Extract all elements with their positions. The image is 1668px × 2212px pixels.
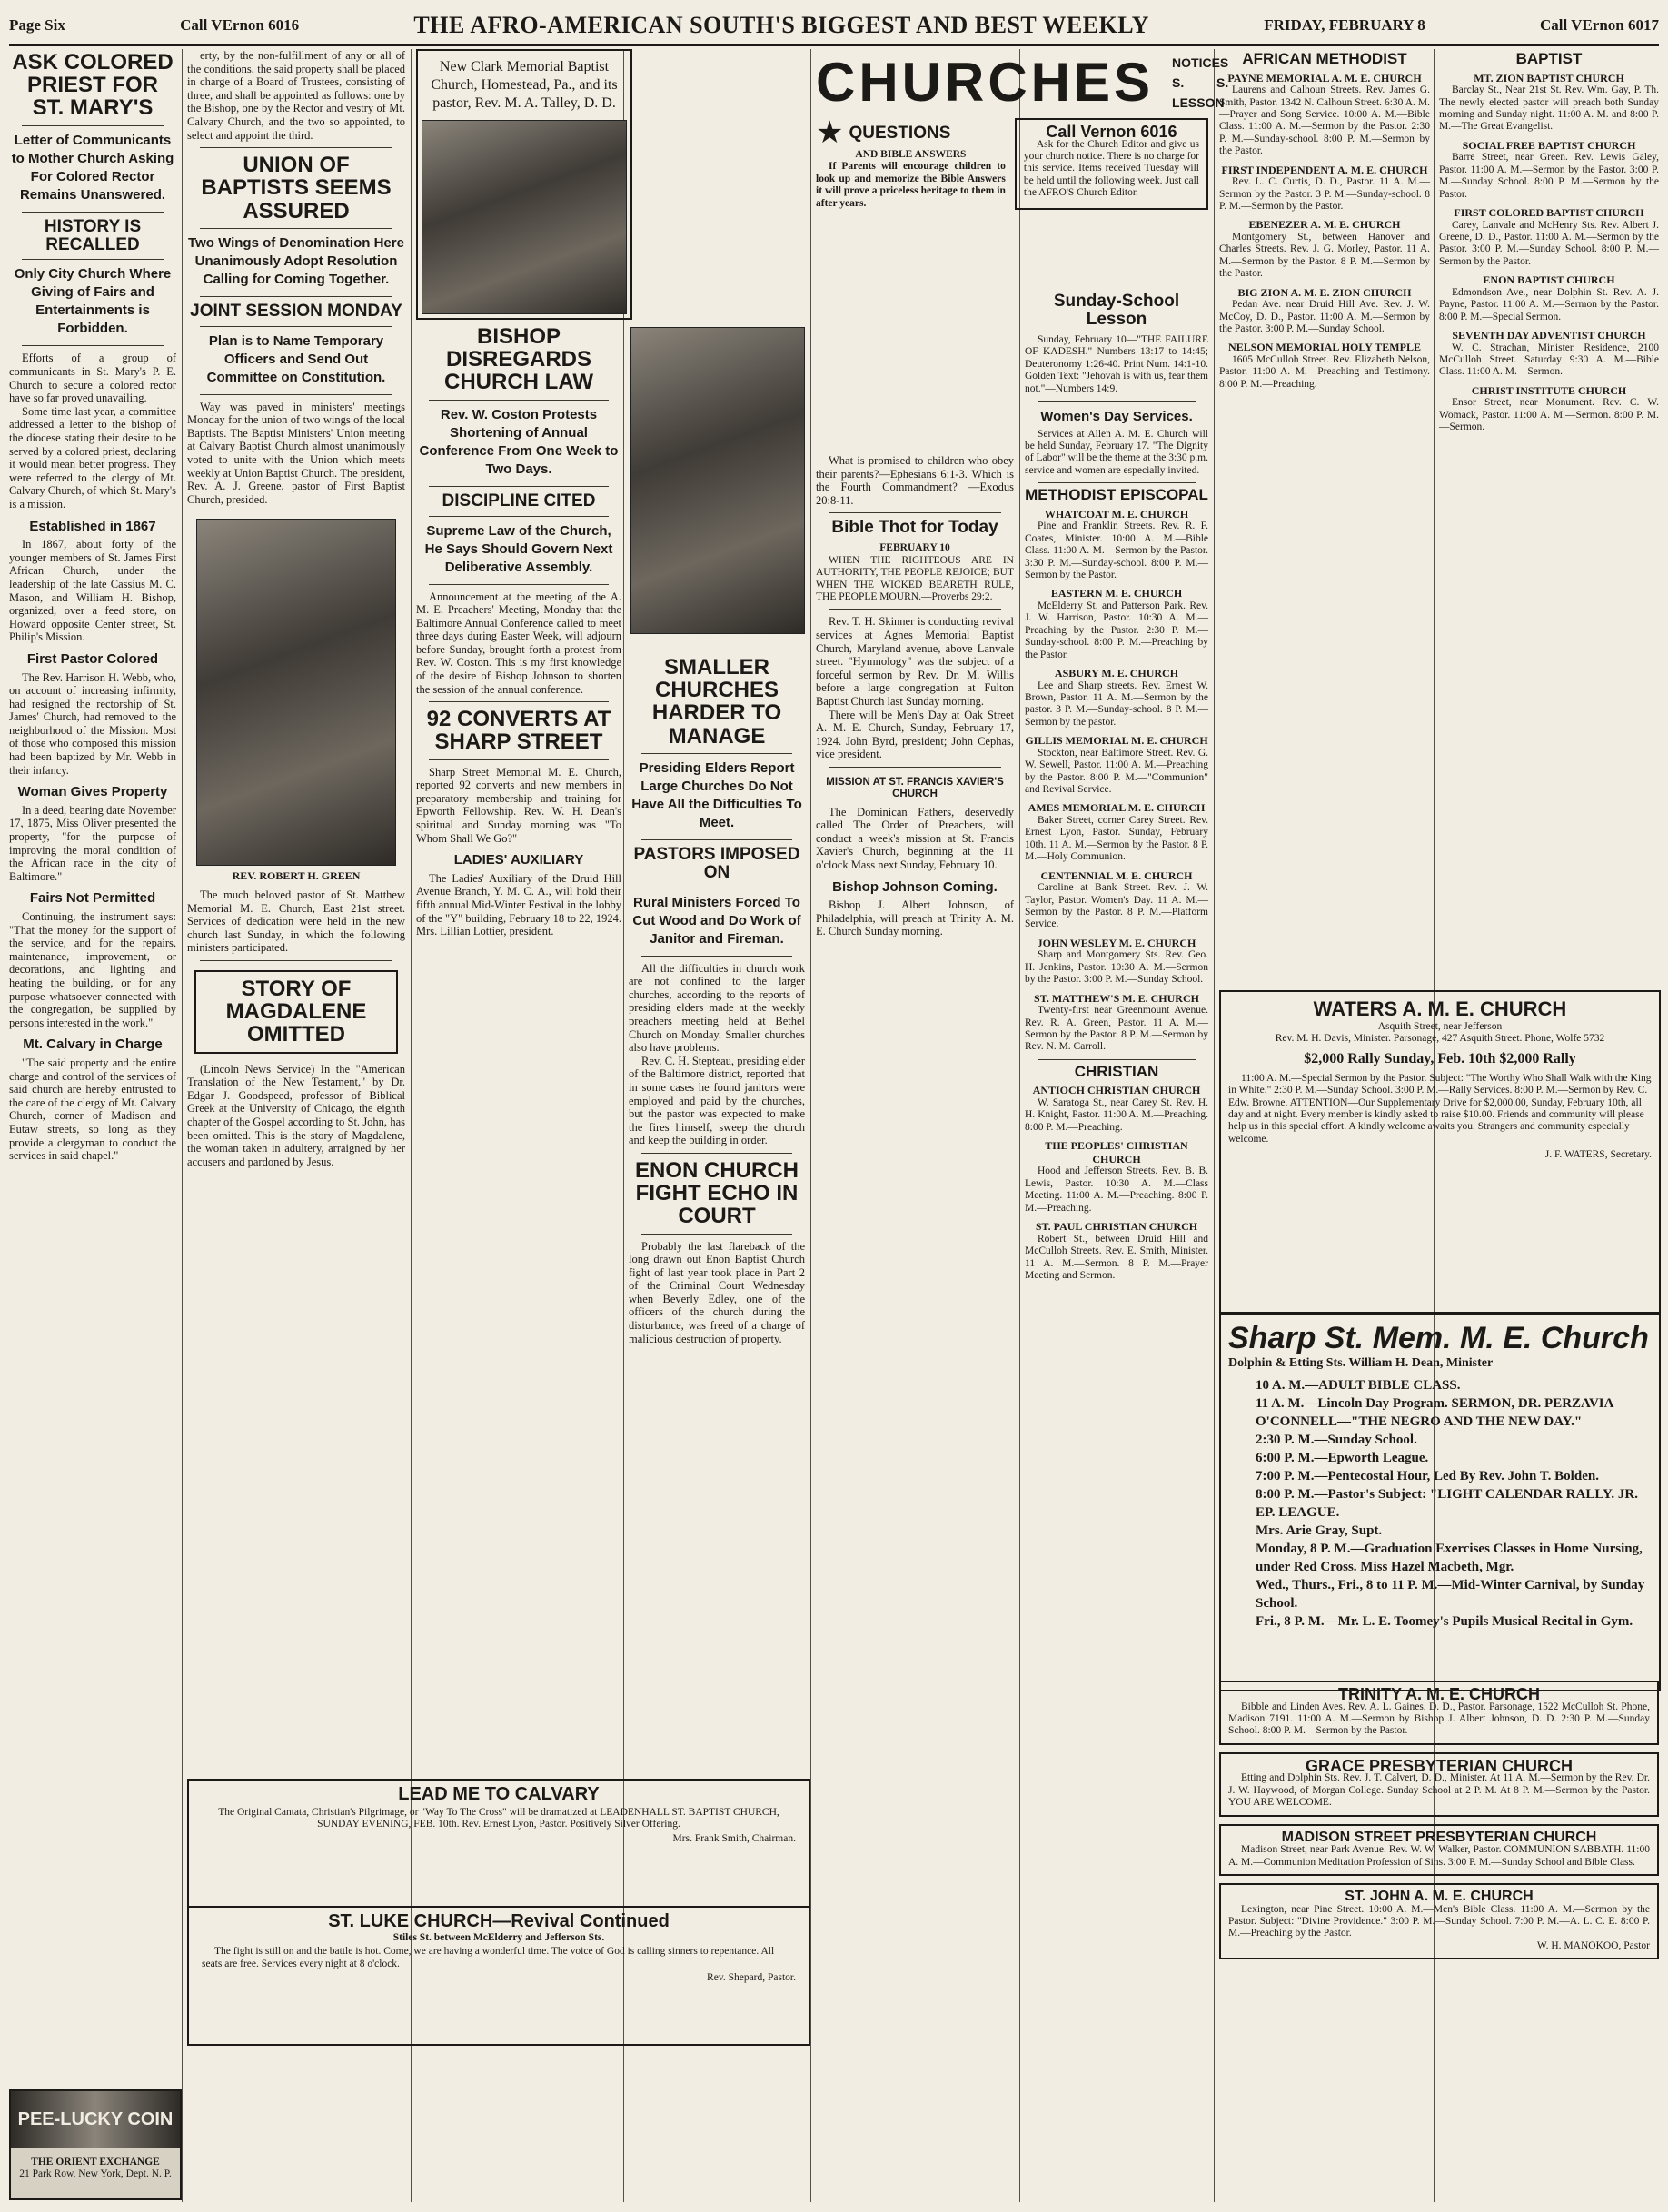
article-body: Probably the last flareback of the long drawn out Enon Baptist Church fight of last year took place in Part 2 of the Criminal Court Wednesday when Beverly Edley, one of the officers of the church during the disturbance, was freed of a charge of malicious destruction of property. bbox=[629, 1239, 805, 1345]
stjohn-signature: W. H. MANOKOO, Pastor bbox=[1536, 1939, 1650, 1951]
womens-day-text: Services at Allen A. M. E. Church will be held Sunday, February 17. "The Dignity of Labor" will be the theme at the 3:30 p.m. service and women are especially invited. bbox=[1025, 428, 1208, 476]
luke-text: The fight is still on and the battle is hot. Come, we are having a wonderful time. The voice of God is calling sinners to repentance. All seats are free. Services every night at 8 o'clock. bbox=[202, 1946, 775, 1969]
article-body: Some time last year, a committee addressed a letter to the bishop of the diocese stating their desire to be served by a colored priest, declaring it would mean better progress. They were referred to the clergy of Mt. Calvary Church, of which St. Mary's is a mission. bbox=[9, 404, 176, 511]
sharp-schedule-line: Wed., Thurs., Fri., 8 to 11 P. M.—Mid-Winter Carnival, by Sunday School. bbox=[1256, 1578, 1645, 1611]
headline-smaller-churches: SMALLER CHURCHES HARDER TO MANAGE bbox=[651, 655, 782, 749]
sharp-schedule-line: Mrs. Arie Gray, Supt. bbox=[1256, 1523, 1383, 1538]
luke-signature: Rev. Shepard, Pastor. bbox=[707, 1972, 796, 1984]
church-name: FIRST COLORED BAPTIST CHURCH bbox=[1454, 206, 1644, 220]
sharp-schedule-line: 11 A. M.—Lincoln Day Program. SERMON, DR. PERZAVIA O'CONNELL—"THE NEGRO AND THE NEW DAY." bbox=[1256, 1396, 1613, 1429]
qa-subheading: AND BIBLE ANSWERS bbox=[855, 149, 967, 160]
church-name: FIRST INDEPENDENT A. M. E. CHURCH bbox=[1221, 163, 1428, 176]
trinity-heading: TRINITY A. M. E. CHURCH bbox=[1337, 1685, 1540, 1703]
st-luke-notice bbox=[187, 1906, 810, 2046]
headline-history-recalled: HISTORY IS RECALLED bbox=[44, 216, 142, 254]
article-body: Rev. C. H. Stepteau, presiding elder of the Baltimore district, reported that in some cases he found janitors were employed and paid by the churches, but the pastor was expected to make the fires himself, sweep the church and keep the building in order. bbox=[629, 1054, 805, 1147]
church-name: CHRIST INSTITUTE CHURCH bbox=[1471, 383, 1627, 397]
sharp-schedule-line: 2:30 P. M.—Sunday School. bbox=[1256, 1433, 1417, 1447]
church-name: SOCIAL FREE BAPTIST CHURCH bbox=[1462, 138, 1636, 152]
article-body: The Ladies' Auxiliary of the Druid Hill Avenue Branch, Y. M. C. A., will hold their fifth annual Mid-Winter Festival in the lobby of the "Y" building, February 18 to 22, 1924. Mrs. Lillian Lottier, president. bbox=[416, 871, 621, 938]
ss-lesson-text: Sunday, February 10—"THE FAILURE OF KADESH." Numbers 13:17 to 14:45; Deuteronomy 1:26-40. Print Num. 14:1-10. Golden Text: "Jehovah is with us, fear them not."—Numbers 14:9. bbox=[1025, 333, 1208, 394]
church-name: CENTENNIAL M. E. CHURCH bbox=[1040, 868, 1193, 882]
church-schedule: W. C. Strachan, Minister. Residence, 2100 McCulloh Street. Saturday 9:30 A. M.—Bible Class. 11:00 A. M.—Sermon. bbox=[1439, 342, 1659, 378]
headline-discipline-cited: DISCIPLINE CITED bbox=[442, 491, 596, 511]
madison-heading: MADISON STREET PRESBYTERIAN CHURCH bbox=[1281, 1829, 1597, 1845]
article-body: The Rev. Harrison H. Webb, who, on account of increasing infirmity, had resigned the rectorship of St. James' Church, had removed to the neighborhood of the Mission. Most of those who composed this mission had been baptized by Mr. Webb in their infancy. bbox=[9, 670, 176, 777]
column-6-lower bbox=[1025, 291, 1208, 2198]
column-1 bbox=[9, 49, 176, 2084]
column-4 bbox=[629, 654, 805, 1771]
article-body: The Dominican Fathers, deservedly called The Order of Preachers, will conduct a week's mission at St. Francis Xavier's Church, beginning at the 11 o'clock Mass next Sunday, February 10. bbox=[816, 805, 1014, 872]
church-name: ST. MATTHEW'S M. E. CHURCH bbox=[1034, 991, 1199, 1005]
sharp-schedule-line: Monday, 8 P. M.—Graduation Exercises Classes in Home Nursing, under Red Cross. Miss Hazel Macbeth, Mgr. bbox=[1256, 1542, 1643, 1574]
church-name: BIG ZION A. M. E. ZION CHURCH bbox=[1237, 285, 1412, 299]
church-schedule: Ensor Street, near Monument. Rev. C. W. Womack, Pastor. 11:00 A. M.—Sermon. 8:00 P. M.—Sermon. bbox=[1439, 397, 1659, 433]
waters-heading: WATERS A. M. E. CHURCH bbox=[1313, 997, 1567, 1020]
church-schedule: Hood and Jefferson Streets. Rev. B. B. Lewis, Pastor. 10:30 A. M.—Class Meeting. 11:00 A. M.—Preaching. 8:00 P. M.—Preaching. bbox=[1025, 1166, 1208, 1214]
call-vernon-heading: Call Vernon 6016 bbox=[1046, 123, 1177, 141]
church-schedule: Barclay St., Near 21st St. Rev. Wm. Gay, P. Th. The newly elected pastor will preach both Sunday morning and Sunday night. 11:00 A. M. and 8:00 P. M.—The Great Evangelist. bbox=[1439, 84, 1659, 133]
section-methodist-episcopal: METHODIST EPISCOPAL bbox=[1025, 486, 1208, 504]
bible-qa-body: What is promised to children who obey their parents?—Ephesians 6:1-3. Which is the Fourth Commandment? —Exodus 20:8-11. bbox=[816, 454, 1014, 507]
sharp-heading: Sharp St. Mem. M. E. Church bbox=[1228, 1321, 1649, 1355]
qa-intro: If Parents will encourage children to look up and memorize the Bible Answers it will prove a priceless heritage to them in after years. bbox=[816, 161, 1006, 209]
section-baptist: BAPTIST bbox=[1515, 50, 1583, 67]
article-body: "The said property and the entire charge and control of the services of said church are hereby entrusted to the care of the clergy of Mt. Calvary Church, corner of Madison and Eutaw streets, so long as they provide a clergyman to conduct the services in said chapel." bbox=[9, 1056, 176, 1163]
deck-only-city-church: Only City Church Where Giving of Fairs and Entertainments is Forbidden. bbox=[14, 266, 172, 337]
waters-text: 11:00 A. M.—Special Sermon by the Pastor. Subject: "The Worthy Who Shall Walk with the King in White." 2:30 P. M.—Sunday School. 3:00 P. M.—Rally Services. 8:00 P. M.—Sermon by Rev. C. Edw. Browne. ATTENTION—Our Supplementary Drive for $2,000.00, Sunday, February 10th, all day and at night. Every member is kindly asked to raise $10.00. Friends and community will please help us in this special effort. A kindly welcome awaits you. Strangers and community especially welcome. bbox=[1228, 1072, 1652, 1145]
waters-ame-notice bbox=[1219, 990, 1661, 1314]
deck-coston-protests: Rev. W. Coston Protests Shortening of Annual Conference From One Week to Two Days. bbox=[419, 406, 619, 477]
headline-bishop-johnson: Bishop Johnson Coming. bbox=[832, 878, 998, 895]
deck-supreme-law: Supreme Law of the Church, He Says Should Govern Next Deliberative Assembly. bbox=[424, 522, 613, 575]
church-name: ASBURY M. E. CHURCH bbox=[1054, 666, 1179, 679]
section-title-churches: CHURCHES bbox=[816, 52, 1155, 113]
sharp-schedule-line: 7:00 P. M.—Pentecostal Hour, Led By Rev. John T. Bolden. bbox=[1256, 1469, 1599, 1483]
church-name: SEVENTH DAY ADVENTIST CHURCH bbox=[1452, 329, 1646, 342]
church-schedule: Laurens and Calhoun Streets. Rev. James G. Smith, Pastor. 1342 N. Calhoun Street. 6:30 A. M.—Prayer and Song Service. 10:00 A. M.—Bible Class. 11:00 A. M.—Sermon by the Pastor. 2:30 P. M.—Sunday-school. 8:00 P. M.—Sermon by the Pastor. bbox=[1219, 84, 1430, 157]
column-2 bbox=[187, 49, 405, 1775]
church-schedule: Sharp and Montgomery Sts. Rev. Geo. H. Jenkins, Pastor. 10:30 A. M.—Sermon by the Pastor. 3:00 P. M.—Sunday School. bbox=[1025, 949, 1208, 986]
subhead-first-pastor: First Pastor Colored bbox=[26, 650, 159, 667]
caption-body: The much beloved pastor of St. Matthew Memorial M. E. Church, East 21st street. Services of dedication were held in the new church last Sunday, in which the following ministers participated. bbox=[187, 888, 405, 955]
sharp-address: Dolphin & Etting Sts. William H. Dean, Minister bbox=[1228, 1356, 1494, 1370]
ss-lesson-label: S. S. LESSON bbox=[1172, 75, 1229, 110]
column-7-baptist bbox=[1439, 49, 1659, 976]
headline-magdalene: STORY OF MAGDALENE OMITTED bbox=[225, 976, 367, 1047]
section-christian: CHRISTIAN bbox=[1074, 1062, 1159, 1080]
masthead bbox=[9, 7, 1659, 46]
phone-right: Call VErnon 6017 bbox=[1540, 16, 1659, 34]
church-name: NELSON MEMORIAL HOLY TEMPLE bbox=[1228, 341, 1421, 354]
church-name: EBENEZER A. M. E. CHURCH bbox=[1248, 218, 1401, 232]
sharp-schedule-line: Fri., 8 P. M.—Mr. L. E. Toomey's Pupils Musical Recital in Gym. bbox=[1256, 1614, 1633, 1629]
subhead-woman-gives: Woman Gives Property bbox=[17, 784, 168, 800]
photo-caption-green: REV. ROBERT H. GREEN bbox=[232, 869, 361, 883]
church-schedule: Twenty-first near Greenmount Avenue. Rev. R. A. Green, Pastor. 11 A. M.—Sermon by the Pastor. 8 P. M.—Sermon by Rev. N. M. Carroll. bbox=[1025, 1005, 1208, 1053]
lead-heading: LEAD ME TO CALVARY bbox=[398, 1784, 600, 1804]
church-schedule: McElderry St. and Patterson Park. Rev. J. W. Harrison, Pastor. 10:30 A. M.—Preaching by the Pastor. 2:30 P. M.—Sunday-school. 8:00 P. M.—Preaching by the Pastor. bbox=[1025, 600, 1208, 660]
call-vernon-text: Ask for the Church Editor and give us your church notice. There is no charge for this service. Items received Tuesday will be held until the following week. Just call the AFRO'S Church Editor. bbox=[1023, 138, 1199, 199]
church-name: WHATCOAT M. E. CHURCH bbox=[1044, 507, 1189, 521]
church-name: JOHN WESLEY M. E. CHURCH bbox=[1037, 936, 1196, 949]
headline-union-baptists: UNION OF BAPTISTS SEEMS ASSURED bbox=[201, 153, 392, 223]
church-schedule: Barre Street, near Green. Rev. Lewis Galey, Pastor. 11:00 A. M.—Sermon by the Pastor. 3:00 P. M.—Sunday School. 8:00 P. M.—Sermon by the Pastor. bbox=[1439, 152, 1659, 200]
stjohn-heading: ST. JOHN A. M. E. CHURCH bbox=[1345, 1889, 1534, 1905]
ad-address: 21 Park Row, New York, Dept. N. P. bbox=[19, 2168, 172, 2180]
article-body: There will be Men's Day at Oak Street A. M. E. Church, Sunday, February 17, 1924. John Byrd, president; John Cephas, vice president. bbox=[816, 708, 1014, 761]
church-name: MT. ZION BAPTIST CHURCH bbox=[1474, 71, 1624, 84]
church-schedule: Caroline at Bank Street. Rev. J. W. Taylor, Pastor. Women's Day. 11 A. M.—Sermon by the Pastor. 8 P. M.—Platform Service. bbox=[1025, 882, 1208, 930]
deck-letter-communicants: Letter of Communicants to Mother Church Asking For Colored Rector Remains Unanswered. bbox=[11, 132, 174, 203]
subhead-established: Established in 1867 bbox=[29, 518, 156, 534]
church-name: AMES MEMORIAL M. E. CHURCH bbox=[1028, 801, 1206, 815]
headline-colored-priest: ASK COLORED PRIEST FOR ST. MARY'S bbox=[12, 50, 174, 121]
article-body: Continuing, the instrument says: "That the money for the support of the service, and for the repairs, maintenance, improvement, or decorations, and lighting and heating the building, or for any purpose whatsoever connected with the congregation, be supplied by persons interested in the work." bbox=[9, 910, 176, 1029]
headline-joint-session: JOINT SESSION MONDAY bbox=[190, 301, 402, 321]
sharp-schedule-line: 8:00 P. M.—Pastor's Subject: "LIGHT CALENDAR RALLY. JR. EP. LEAGUE. bbox=[1256, 1487, 1639, 1520]
methodist-church-list bbox=[1025, 508, 1208, 1054]
church-name: PAYNE MEMORIAL A. M. E. CHURCH bbox=[1227, 71, 1422, 84]
column-7-ame bbox=[1219, 49, 1430, 976]
headline-pastors-imposed: PASTORS IMPOSED ON bbox=[633, 844, 800, 882]
advertisement-lucky-coin bbox=[9, 2089, 182, 2200]
ad-footer: THE ORIENT EXCHANGE bbox=[31, 2157, 160, 2167]
headline-enon-church: ENON CHURCH FIGHT ECHO IN COURT bbox=[635, 1157, 799, 1229]
article-continuation: erty, by the non-fulfillment of any or all of the conditions, the said property shall be placed in charge of a Board of Trustees, consisting of three, and shall be appointed as follows: one by the Bishop, one by the Rector and vestry of Mt. Calvary Church, and the two so appointed, to select and appoint the third. bbox=[187, 49, 405, 142]
baptist-church-list bbox=[1439, 72, 1659, 434]
portrait-photo-talley bbox=[630, 327, 805, 634]
photo-caption-clark-memorial: New Clark Memorial Baptist Church, Homestead, Pa., and its pastor, Rev. M. A. Talley, D. D. bbox=[431, 59, 618, 111]
waters-pastor: Rev. M. H. Davis, Minister. Parsonage, 427 Asquith Street. Phone, Wolfe 5732 bbox=[1275, 1033, 1605, 1045]
church-schedule: 1605 McCulloh Street. Rev. Elizabeth Nelson, Pastor. 11:00 A. M.—Preaching and Testimony. 8:00 P. M.—Preaching. bbox=[1219, 354, 1430, 390]
qa-heading: QUESTIONS bbox=[849, 124, 951, 144]
headline-mission-st-francis: MISSION AT ST. FRANCIS XAVIER'S CHURCH bbox=[826, 776, 1004, 800]
lead-me-to-calvary-notice bbox=[187, 1779, 810, 1908]
church-schedule: Rev. L. C. Curtis, D. D., Pastor. 11 A. M.—Sermon by the Pastor. 3 P. M.—Sunday-school. 8 P. M.—Sermon by the Pastor. bbox=[1219, 176, 1430, 213]
church-schedule: Robert St., between Druid Hill and McCulloh Streets. Rev. E. Smith, Minister. 11 A. M.—Sermon. 8 P. M.—Prayer Meeting and Sermon. bbox=[1025, 1233, 1208, 1281]
bible-thot-text: WHEN THE RIGHTEOUS ARE IN AUTHORITY, THE PEOPLE REJOICE; BUT WHEN THE WICKED BEARETH RULE, THE PEOPLE MOURN.—Proverbs 29:2. bbox=[816, 554, 1014, 602]
sharp-schedule bbox=[1228, 1376, 1652, 1631]
issue-date: FRIDAY, FEBRUARY 8 bbox=[1264, 16, 1425, 34]
stjohn-text: Lexington, near Pine Street. 10:00 A. M.—Men's Bible Class. 11:00 A. M.—Sermon by the Pastor. Subject: "Divine Providence." 3:00 P. M.—Sunday School. 7:00 P. M.—A. L. C. E. 8:00 P. M.—Preaching by the Pastor. bbox=[1228, 1903, 1650, 1939]
notices-label: NOTICES bbox=[1172, 55, 1229, 70]
headline-bible-thot: Bible Thot for Today bbox=[831, 518, 998, 538]
church-name: ST. PAUL CHRISTIAN CHURCH bbox=[1035, 1220, 1198, 1234]
newspaper-title: THE AFRO-AMERICAN SOUTH'S BIGGEST AND BEST WEEKLY bbox=[413, 12, 1149, 38]
madison-text: Madison Street, near Park Avenue. Rev. W. W. Walker, Pastor. COMMUNION SABBATH. 11:00 A. M.—Communion Meditation Profession of Sins. 3:00 P. M.—Sunday School and Bible Class. bbox=[1228, 1844, 1650, 1868]
waters-address: Asquith Street, near Jefferson bbox=[1377, 1021, 1503, 1032]
article-body: Bishop J. Albert Johnson, of Philadelphia, will preach at Trinity A. M. E. Church Sunday morning. bbox=[816, 898, 1014, 938]
subhead-mt-calvary: Mt. Calvary in Charge bbox=[23, 1037, 163, 1053]
article-body: In 1867, about forty of the younger members of St. James First African Church, under the leadership of the late Cassius M. C. Mason, and William H. Bishop, organized, over a feed store, on Howard opposite Center street, St. Philip's Mission. bbox=[9, 538, 176, 644]
sharp-st-notice bbox=[1219, 1314, 1661, 1691]
church-name: THE PEOPLES' CHRISTIAN CHURCH bbox=[1045, 1139, 1188, 1166]
waters-rally: $2,000 Rally Sunday, Feb. 10th $2,000 Rally bbox=[1304, 1050, 1576, 1066]
subhead-ladies-auxiliary: LADIES' AUXILIARY bbox=[453, 852, 584, 868]
lead-signature: Mrs. Frank Smith, Chairman. bbox=[672, 1832, 796, 1844]
church-schedule: Carey, Lanvale and McHenry Sts. Rev. Albert J. Greene, D. D., Pastor. 11:00 A. M.—Sermon by the Pastor. 3:00 P. M.—Sunday School. 8:00 P. M.—Sermon by the Pastor. bbox=[1439, 219, 1659, 267]
portrait-photo-green bbox=[196, 519, 396, 866]
deck-temporary-officers: Plan is to Name Temporary Officers and Send Out Committee on Constitution. bbox=[206, 332, 386, 385]
waters-secretary: J. F. WATERS, Secretary. bbox=[1544, 1149, 1652, 1161]
article-body: In a deed, bearing date November 17, 1875, Miss Oliver presented the property, "for the purpose of improving the moral condition of the African race in the city of Baltimore." bbox=[9, 803, 176, 883]
church-name: ANTIOCH CHRISTIAN CHURCH bbox=[1032, 1084, 1201, 1097]
deck-two-wings: Two Wings of Denomination Here Unanimously Adopt Resolution Calling for Coming Together. bbox=[188, 234, 404, 287]
article-body: Rev. T. H. Skinner is conducting revival services at Agnes Memorial Baptist Church, Maryland avenue, above Lanvale street. "Hymnology" was the subject of a forceful sermon by Rev. Dr. M. Willis before a large congregation at Fulton Baptist Church last Sunday morning. bbox=[816, 615, 1014, 708]
column-5 bbox=[816, 454, 1014, 2198]
church-schedule: Montgomery St., between Hanover and Charles Streets. Rev. J. G. Morley, Pastor. 11 A. M.—Sermon by the Pastor. 8 P. M.—Sermon by the Pastor. bbox=[1219, 232, 1430, 280]
subhead-fairs: Fairs Not Permitted bbox=[29, 890, 156, 907]
luke-heading: ST. LUKE CHURCH—Revival Continued bbox=[328, 1911, 670, 1931]
article-body: Way was paved in ministers' meetings Monday for the union of two wings of the local Baptists. The Baptist Ministers' Union meeting at Calvary Baptist Church almost unanimously voted to unite with the Union which meets weekly at Union Baptist Church. The president, Rev. A. J. Greene, pastor of First Baptist Church, presided. bbox=[187, 400, 405, 506]
bible-thot-date: FEBRUARY 10 bbox=[879, 542, 950, 554]
luke-address: Stiles St. between McElderry and Jefferson Sts. bbox=[392, 1932, 605, 1943]
page-number: Page Six bbox=[9, 16, 65, 34]
church-name: EASTERN M. E. CHURCH bbox=[1050, 587, 1183, 600]
trinity-text: Bibble and Linden Aves. Rev. A. L. Gaines, D. D., Pastor. Parsonage, 1522 McCulloh St. Phone, Madison 7191. 11:00 A. M.—Sermon by Bishop J. Albert Johnson, D. D. 2:30 P. M.—Sunday School. 8:00 P. M.—Sermon by the Pastor. bbox=[1228, 1701, 1650, 1737]
column-7-lower bbox=[1219, 1681, 1659, 2198]
church-schedule: Edmondson Ave., near Dolphin St. Rev. A. J. Payne, Pastor. 11:00 A. M.—Sermon by the Pastor. 8:00 P. M.—Special Sermon. bbox=[1439, 286, 1659, 322]
ame-church-list bbox=[1219, 72, 1430, 392]
grace-heading: GRACE PRESBYTERIAN CHURCH bbox=[1305, 1756, 1574, 1775]
article-intro: Efforts of a group of communicants in St. Mary's P. E. Church to secure a colored rector have so far proved unavailing. bbox=[9, 352, 176, 405]
christian-church-list bbox=[1025, 1084, 1208, 1282]
church-schedule: Lee and Sharp streets. Rev. Ernest W. Brown, Pastor. 11 A. M.—Sermon by the pastor. 3 P. M.—Sunday-school. 8 P. M.—Sermon by the pastor. bbox=[1025, 679, 1208, 728]
headline-92-converts: 92 CONVERTS AT SHARP STREET bbox=[426, 707, 611, 755]
headline-bishop-disregards: BISHOP DISREGARDS CHURCH LAW bbox=[444, 324, 593, 395]
star-icon: ★ bbox=[816, 116, 844, 150]
church-name: ENON BAPTIST CHURCH bbox=[1483, 273, 1615, 287]
headline-sunday-school-lesson: Sunday-School Lesson bbox=[1053, 292, 1180, 329]
article-body: Announcement at the meeting of the A. M. E. Preachers' Meeting, Monday that the Baltimore Annual Conference called to meet three days during Easter Week, will adjourn before Sunday, brought forth a protest from Rev. W. Coston. This is my first knowledge of the desire of Bishop Johnson to shorten the session of the annual conference. bbox=[416, 590, 621, 696]
section-african-methodist: AFRICAN METHODIST bbox=[1242, 50, 1407, 67]
headline-womens-day: Women's Day Services. bbox=[1040, 408, 1193, 424]
church-schedule: Stockton, near Baltimore Street. Rev. G. W. Sewell, Pastor. 11:00 A. M.—Preaching by the Pastor. 8:00 P. M.—"Communion" and Revival Service. bbox=[1025, 747, 1208, 795]
deck-presiding-elders: Presiding Elders Report Large Churches Do Not Have All the Difficulties To Meet. bbox=[631, 759, 802, 830]
church-schedule: Pine and Franklin Streets. Rev. R. F. Coates, Minister. 10:00 A. M.—Bible Class. 11:00 A. M.—Sermon by the Pastor. 3:30 P. M.—Sunday-school. 8:00 P. M.—Sermon by the Pastor. bbox=[1025, 521, 1208, 580]
church-photo-clark-memorial bbox=[422, 120, 627, 314]
church-name: GILLIS MEMORIAL M. E. CHURCH bbox=[1025, 734, 1208, 748]
grace-text: Etting and Dolphin Sts. Rev. J. T. Calvert, D. D., Minister. At 11 A. M.—Sermon by the Rev. Dr. J. W. Haywood, of Morgan College. Sunday School at 2 P. M. At 8 P. M.—Sermon by the Pastor. YOU ARE WELCOME. bbox=[1228, 1772, 1650, 1809]
lead-text: The Original Cantata, Christian's Pilgrimage, or "Way To The Cross" will be dramatized at LEADENHALL ST. BAPTIST CHURCH, SUNDAY EVENING, FEB. 10th. Rev. Ernest Lyon, Pastor. Positively Silver Offering. bbox=[218, 1807, 779, 1830]
article-body: (Lincoln News Service) In the "American Translation of the New Testament," by Dr. Edgar J. Goodspeed, professor of Biblical Greek at the University of Chicago, the eighth chapter of the Gospel according to St. John, has been omitted. This is the story of Magdalene, the woman taken in adultery, arraigned by her accusers and pardoned by Jesus. bbox=[187, 1062, 405, 1168]
church-schedule: Baker Street, corner Carey Street. Rev. Ernest Lyon, Pastor. Sunday, February 10th. 11 A. M.—Sermon by the Pastor. 8 P. M.—Holy Communion. bbox=[1025, 815, 1208, 863]
sharp-schedule-line: 10 A. M.—ADULT BIBLE CLASS. bbox=[1256, 1378, 1461, 1393]
ad-banner: PEE-LUCKY COIN bbox=[11, 2091, 180, 2148]
phone-left: Call VErnon 6016 bbox=[180, 16, 300, 34]
article-body: All the difficulties in church work are not confined to the larger churches, according to the reports of presiding elders made at the weekly preachers meeting held at Bethel Church on Monday. Smaller churches also have problems. bbox=[629, 961, 805, 1055]
church-schedule: W. Saratoga St., near Carey St. Rev. H. H. Knight, Pastor. 11:00 A. M.—Preaching. 8:00 P. M.—Preaching. bbox=[1025, 1097, 1208, 1133]
deck-rural-ministers: Rural Ministers Forced To Cut Wood and Do Work of Janitor and Fireman. bbox=[632, 894, 801, 947]
sharp-schedule-line: 6:00 P. M.—Epworth League. bbox=[1256, 1451, 1429, 1465]
church-schedule: Pedan Ave. near Druid Hill Ave. Rev. J. W. McCoy, D. D., Pastor. 11:00 A. M.—Sermon by the Pastor. 3:00 P. M.—Sunday School. bbox=[1219, 299, 1430, 335]
article-body: Sharp Street Memorial M. E. Church, reported 92 converts and new members in preparatory membership and training for Epworth Fellowship. Rev. W. H. Dean's spiritual and Sunday morning was "To Whom Shall We Go?" bbox=[416, 765, 621, 845]
